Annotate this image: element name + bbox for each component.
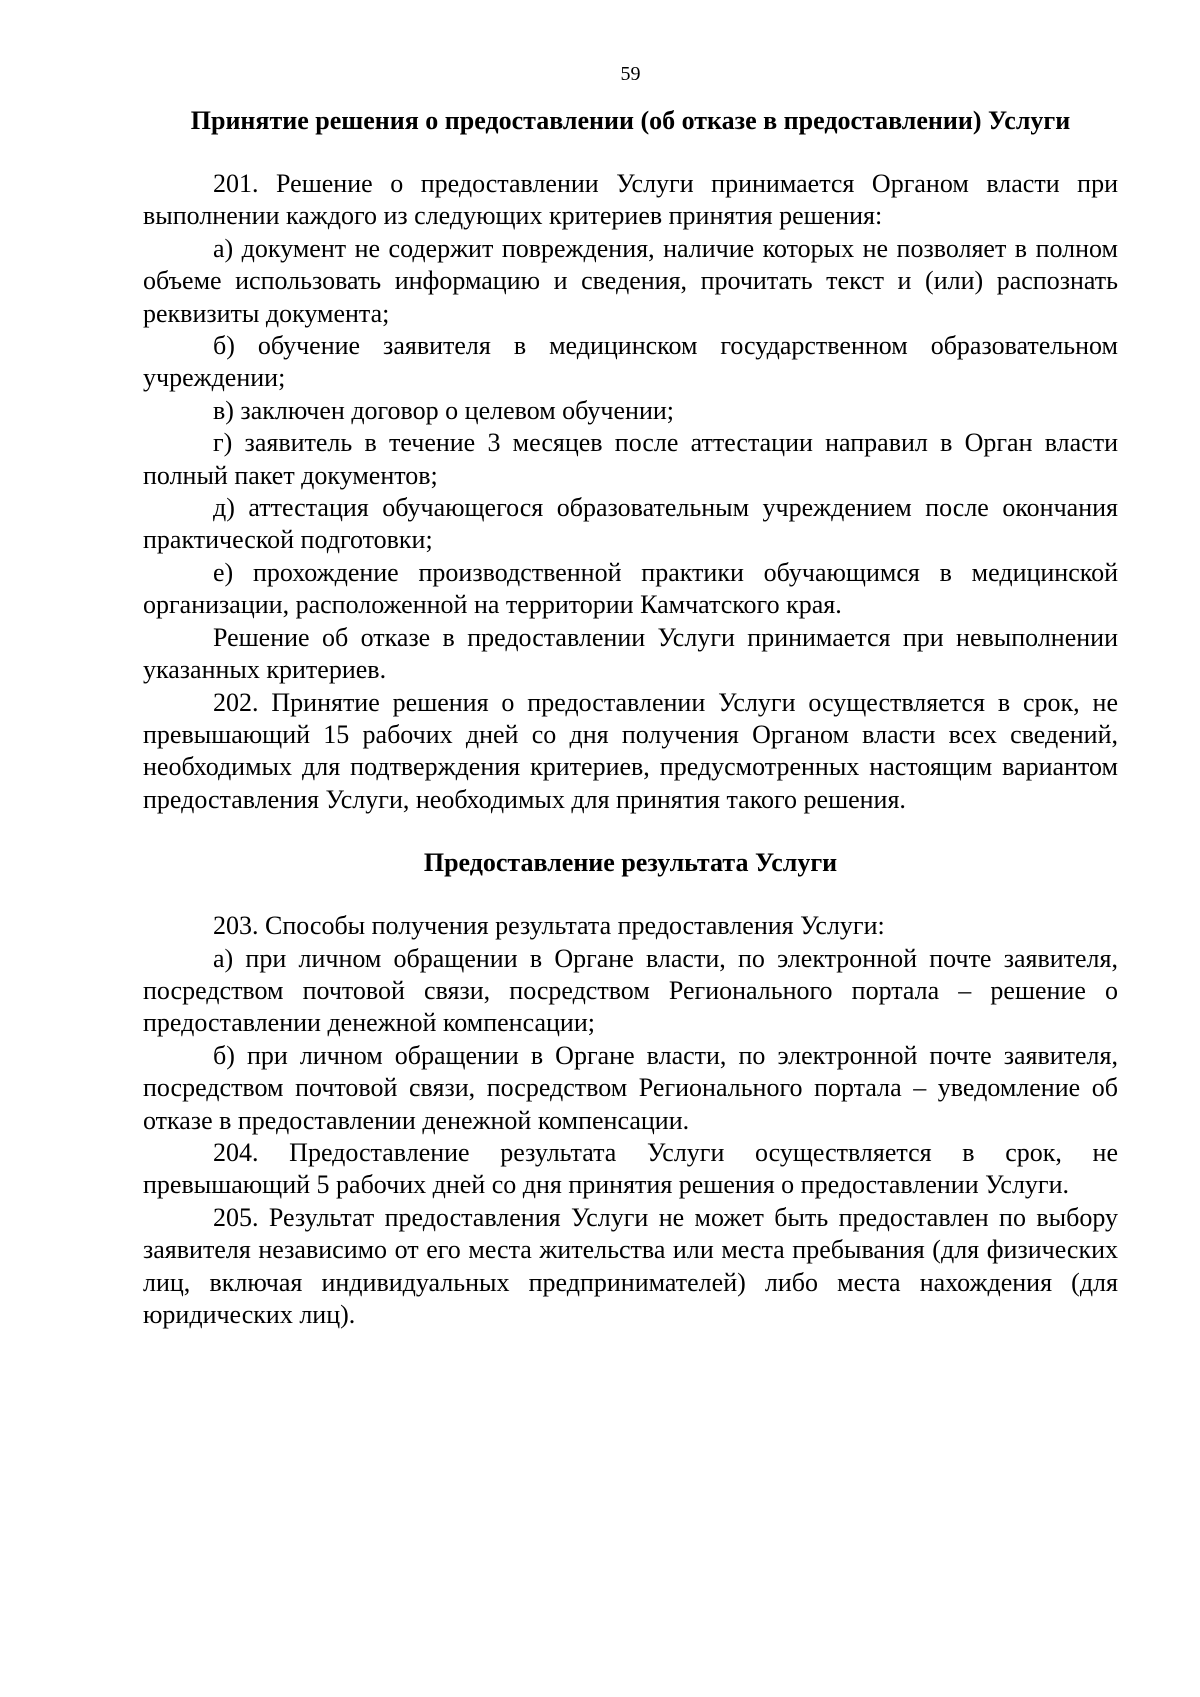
paragraph-205: 205. Результат предоставления Услуги не может быть предоставлен по выбору заявителя независимо от его места жительства или места пребывания (для физических лиц, включая индивидуальных предпринимателей) либо места нахождения (для юридических лиц). <box>143 1202 1118 1329</box>
paragraph-201: 201. Решение о предоставлении Услуги принимается Органом власти при выполнении каждого из следующих критериев принятия решения: <box>143 169 1118 231</box>
page-number: 59 <box>620 63 641 85</box>
paragraph-203: 203. Способы получения результата предоставления Услуги: <box>213 911 885 941</box>
section-heading-decision: Принятие решения о предоставлении (об отказе в предоставлении) Услуги <box>190 106 1071 135</box>
method-a: а) при личном обращении в Органе власти, по электронной почте заявителя, посредством почтовой связи, посредством Регионального портала – решение о предоставлении денежной компенсации; <box>143 943 1118 1038</box>
section-heading-result: Предоставление результата Услуги <box>423 848 838 878</box>
criterion-b: б) обучение заявителя в медицинском государственном образовательном учреждении; <box>143 331 1118 393</box>
paragraph-204: 204. Предоставление результата Услуги осуществляется в срок, не превышающий 5 рабочих дней со дня принятия решения о предоставлении Услуги. <box>143 1137 1118 1200</box>
refusal-paragraph: Решение об отказе в предоставлении Услуги принимается при невыполнении указанных критериев. <box>143 622 1118 685</box>
paragraph-202: 202. Принятие решения о предоставлении Услуги осуществляется в срок, не превышающий 15 рабочих дней со дня получения Органом власти всех сведений, необходимых для подтверждения критериев, предусмотренных настоящим вариантом предоставления Услуги, необходимых для принятия такого решения. <box>143 687 1118 814</box>
criterion-a: а) документ не содержит повреждения, наличие которых не позволяет в полном объеме использовать информацию и сведения, прочитать текст и (или) распознать реквизиты документа; <box>143 233 1118 328</box>
criterion-d: д) аттестация обучающегося образовательным учреждением после окончания практической подготовки; <box>143 493 1118 555</box>
criterion-e: е) прохождение производственной практики обучающимся в медицинской организации, расположенной на территории Камчатского края. <box>143 557 1118 620</box>
document-page <box>143 60 1118 1331</box>
criterion-g: г) заявитель в течение 3 месяцев после аттестации направил в Орган власти полный пакет документов; <box>143 428 1118 490</box>
section-body-decision <box>143 168 1118 816</box>
criterion-v: в) заключен договор о целевом обучении; <box>213 395 675 425</box>
method-b: б) при личном обращении в Органе власти, по электронной почте заявителя, посредством почтовой связи, посредством Регионального портала – уведомление об отказе в предоставлении денежной компенсации. <box>143 1040 1118 1135</box>
section-body-result <box>143 910 1118 1331</box>
